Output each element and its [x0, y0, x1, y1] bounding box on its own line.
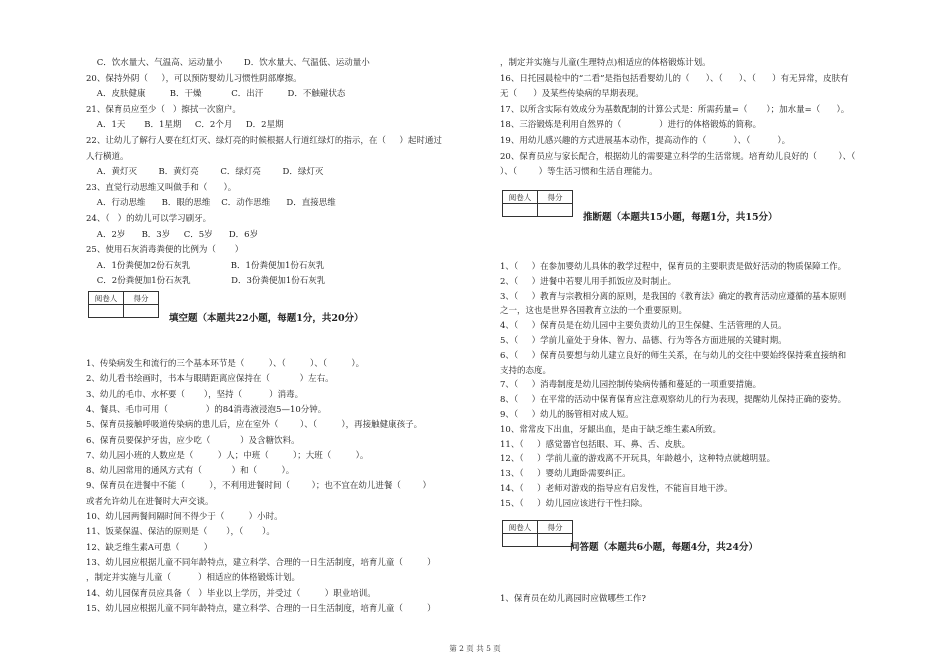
text-line: A．2岁 B．3岁 C．5岁 D．6岁 — [86, 229, 259, 240]
text-line: 2、幼儿看书绘画时，书本与眼睛距离应保持在（ ）左右。 — [86, 374, 334, 385]
score-cell — [538, 204, 573, 217]
text-line: 4、（ ）保育员是在幼儿园中主要负责幼儿的卫生保健、生活管理的人员。 — [500, 321, 787, 332]
text-line: 1、保育员在幼儿离园时应做哪些工作? — [500, 594, 646, 604]
text-line: 6、（ ）保育员要想与幼儿建立良好的师生关系，在与幼儿的交往中要始终保持乘直接纳和 — [500, 350, 847, 361]
text-line: 9、保育员在进餐中不能（ ），不利用进餐时间（ ）；也不宜在幼儿进餐（ ） — [86, 481, 431, 492]
score-box-qa — [502, 520, 573, 547]
text-line: 17、以所含实际有效成分为基数配制的计算公式是：所需药量=（ ）；加水量=（ ）。 — [500, 104, 850, 115]
score-label: 得分 — [538, 191, 573, 204]
section-title-judge: 推断题（本题共15小题，每题1分，共15分） — [583, 212, 778, 223]
text-line: 7、幼儿园小班的人数应是（ ）人；中班（ ）；大班（ ）。 — [86, 450, 369, 461]
text-line: 或者允许幼儿在进餐时大声交谈。 — [86, 496, 214, 507]
text-line: 6、保育员要保护牙齿，应少吃（ ）及含糖饮料。 — [86, 435, 300, 446]
text-line: 7、（ ）消毒制度是幼儿园控制传染病传播和蔓延的一项重要措施。 — [500, 380, 762, 391]
text-line: 之一，这也是世界各国教育立法的一个重要原则。 — [500, 306, 688, 317]
text-line: 22、让幼儿了解行人要在红灯灭、绿灯亮的时候根据人行道红绿灯的指示，在（ ）起时通过 — [86, 136, 442, 146]
score-label: 得分 — [124, 292, 159, 305]
text-line: 16、日托园晨检中的“二看”是指包括看婴幼儿的（ ）、（ ）、（ ）有无异常，皮肤有 — [500, 73, 849, 84]
text-line: 21、保育员应至少（ ）擦拭一次窗户。 — [86, 104, 241, 115]
text-line: 20、保持外阴（ ），可以预防婴幼儿习惯性阴部摩擦。 — [86, 73, 302, 84]
text-line: A．皮肤健康 B．干燥 C．出汗 D．不触碰状态 — [86, 89, 346, 100]
grader-label: 阅卷人 — [89, 292, 124, 305]
text-line: 23、直觉行动思维又叫做手和（ ）。 — [86, 182, 237, 193]
text-line: 3、（ ）教育与宗教相分离的原则，是我国的《教育法》确定的教育活动应遵循的基本原则 — [500, 291, 847, 302]
section-title-qa: 问答题（本题共6小题，每题4分，共24分） — [570, 542, 758, 553]
text-line: 1、传染病发生和流行的三个基本环节是（ ）、（ ）、（ ）。 — [86, 359, 365, 369]
text-line: 24、（ ）的幼儿可以学习刷牙。 — [86, 214, 212, 224]
score-box-judge — [502, 190, 573, 217]
text-line: 1、（ ）在参加婴幼儿具体的教学过程中，保育员的主要职责是做好活动的物质保障工作。 — [500, 262, 847, 272]
score-label: 得分 — [538, 521, 573, 534]
text-line: A．行动思维 B．眼的思维 C．动作思维 D．直接思维 — [86, 198, 336, 209]
text-line: 18、三浴锻炼是利用自然界的（ ）进行的体格锻炼的简称。 — [500, 120, 762, 131]
text-line: 12、（ ）学前儿童的游戏离不开玩具，年龄越小，这种特点就越明显。 — [500, 454, 776, 465]
text-line: 10、幼儿园两餐间隔时间不得少于（ ）小时。 — [86, 512, 283, 522]
text-line: ）、（ ）等生活习惯和生活自理能力。 — [500, 167, 658, 178]
text-line: 19、用幼儿感兴趣的方式进展基本动作，提高动作的（ ）、（ ）。 — [500, 136, 791, 146]
text-line: 13、幼儿园应根据儿童不同年龄特点，建立科学、合理的一日生活制度，培育儿童（ ） — [86, 557, 436, 568]
text-line: A．黄灯灭 B．黄灯亮 C．绿灯亮 D．绿灯灭 — [86, 167, 324, 178]
text-line: 8、幼儿园常用的通风方式有（ ）和（ ）。 — [86, 466, 295, 477]
text-line: ，制定并实施与儿童(生理特点)相适应的体格锻炼计划。 — [500, 58, 711, 68]
text-line: 10、常常皮下出血，牙龈出血，是由于缺乏维生素A所致。 — [500, 424, 721, 435]
text-line: C．饮水量大、气温高、运动量小 D．饮水量大、气温低、运动量小 — [86, 58, 370, 68]
text-line: 5、保育员接触呼吸道传染病的患儿后，应在室外（ ）、（ ），再接触健康孩子。 — [86, 420, 423, 431]
text-line: 13、（ ）婴幼儿跑卧需要纠正。 — [500, 469, 631, 480]
text-line: A．1天 B．1星期 C．2个月 D．2星期 — [86, 120, 284, 131]
grader-label: 阅卷人 — [503, 191, 538, 204]
text-line: 3、幼儿的毛巾、水杯要（ ），坚持（ ）消毒。 — [86, 389, 304, 400]
grader-cell — [503, 204, 538, 217]
text-line: 20、保育员应与家长配合，根据幼儿的需要建立科学的生活常规。培育幼儿良好的（ ）、（ — [500, 151, 856, 162]
text-line: 15、幼儿园应根据儿童不同年龄特点，建立科学、合理的一日生活制度，培育儿童（ ） — [86, 603, 436, 614]
text-line: 4、餐具、毛巾可用（ ）的84消毒液浸泡5—10分钟。 — [86, 404, 327, 415]
text-line: ，制定并实施与儿童（ ）相适应的体格锻炼计划。 — [86, 573, 301, 584]
text-line: 2、（ ）进餐中若婴儿用手抓饭应及时制止。 — [500, 276, 677, 287]
text-line: 25、使用石灰消毒粪便的比例为（ ） — [86, 245, 244, 256]
score-box-fill — [88, 291, 159, 318]
grader-label: 阅卷人 — [503, 521, 538, 534]
text-line: 14、幼儿园保育员应具备（ ）毕业以上学历，并受过（ ）职业培训。 — [86, 588, 376, 599]
text-line: 人行横道。 — [86, 151, 129, 162]
score-cell — [538, 534, 573, 547]
text-line: 12、缺乏维生素A可患（ ） — [86, 542, 213, 553]
grader-cell — [89, 305, 124, 318]
section-title-fill: 填空题（本题共22小题，每题1分，共20分） — [169, 313, 364, 324]
text-line: 9、（ ）幼儿的肠管相对成人短。 — [500, 410, 634, 420]
page-number-footer: 第 2 页 共 5 页 — [449, 644, 501, 653]
text-line: 支持的态度。 — [500, 365, 552, 376]
text-line: 15、（ ）幼儿园应该进行干性扫除。 — [500, 498, 648, 509]
score-cell — [124, 305, 159, 318]
text-line: 11、饭菜保温、保洁的原则是（ ），（ ）。 — [86, 527, 275, 538]
text-line: 5、（ ）学前儿童处于身体、智力、品德、行为等各方面进展的关键时期。 — [500, 336, 787, 346]
text-line: C．2份粪便加1份石灰乳 D．3份粪便加1份石灰乳 — [86, 276, 326, 287]
text-line: 11、（ ）感觉器官包括眼、耳、鼻、舌、皮肤。 — [500, 439, 691, 450]
grader-cell — [503, 534, 538, 547]
text-line: A．1份粪便加2份石灰乳 B．1份粪便加1份石灰乳 — [86, 260, 325, 271]
text-line: 14、（ ）老师对游戏的指导应有启发性，不能盲目地干涉。 — [500, 484, 733, 494]
text-line: 无（ ）及某些传染病的早期表现。 — [500, 89, 644, 100]
text-line: 8、（ ）在平常的活动中保育保育应注意观察幼儿的行为表现，提醒幼儿保持正确的姿势。 — [500, 395, 847, 406]
